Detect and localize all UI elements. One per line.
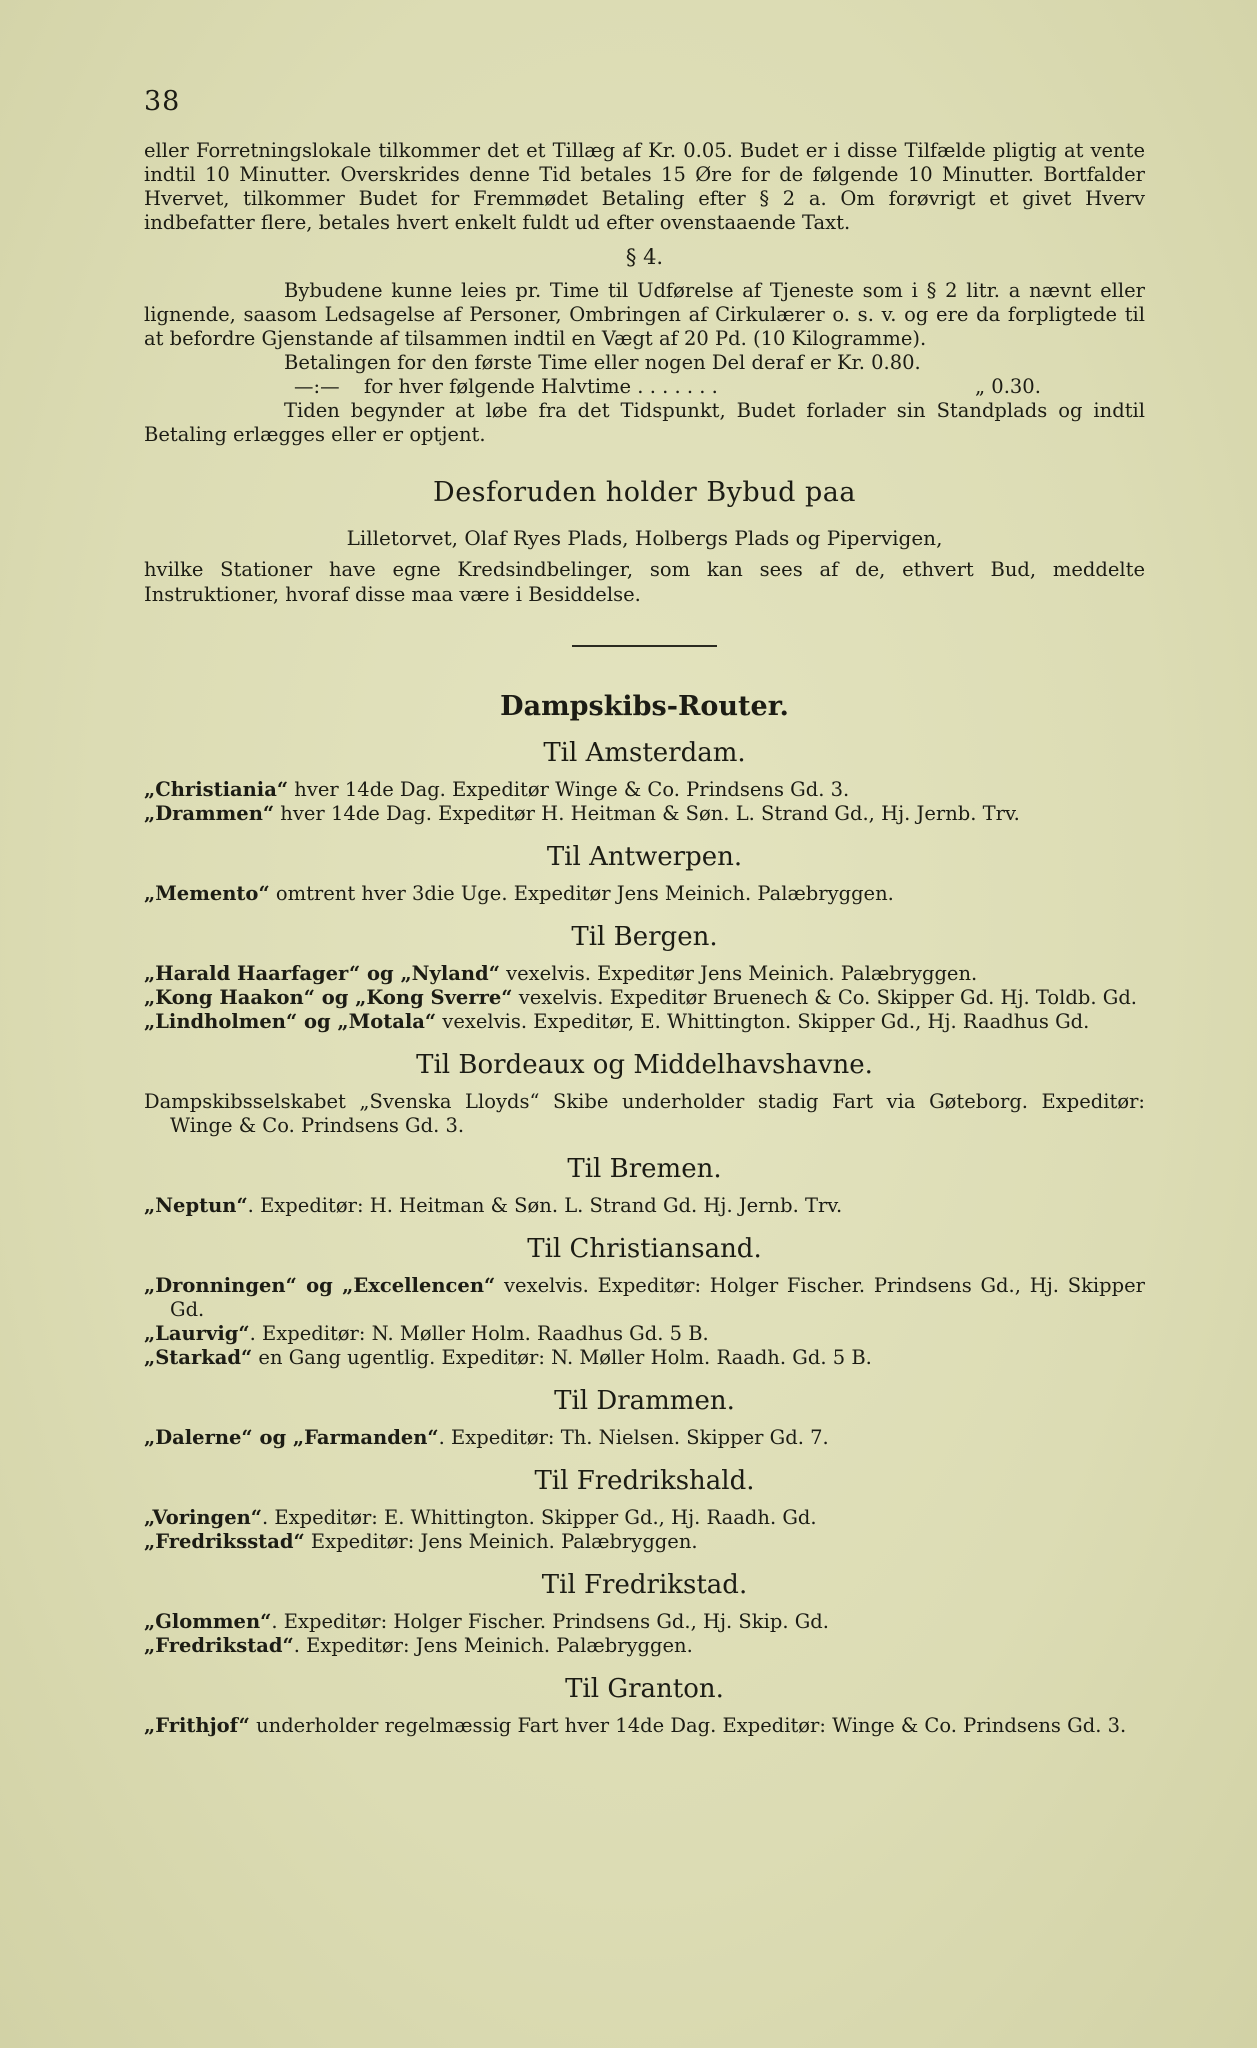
ship-name: „Kong Haakon“ og „Kong Sverre“ — [144, 986, 513, 1009]
ship-name: „Drammen“ — [144, 802, 275, 825]
destination-section — [144, 1466, 1145, 1554]
destination-section — [144, 842, 1145, 906]
destination-section — [144, 1234, 1145, 1370]
headline: Desforuden holder Bybud paa — [433, 477, 856, 508]
destination-section — [144, 1050, 1145, 1138]
destination-title: Til Granton. — [565, 1674, 724, 1704]
route-details: omtrent hver 3die Uge. Expeditør Jens Meinich. Palæbryggen. — [269, 882, 894, 905]
ship-name: „Frithjof“ — [144, 1714, 250, 1737]
intro-paragraph: eller Forretningslokale tilkommer det et Tillæg af Kr. 0.05. Budet er i disse Tilfælde pligtig at vente indtil 10 Minutter. Overskrides denne Tid betales 15 Øre for de følgende 10 Minutter. Bortfalder Hvervet, tilkommer Budet for Fremmødet Betaling efter § 2 a. Om forøvrigt et givet Hverv indbefatter flere, betales hvert enkelt fuldt ud efter ovenstaaende Taxt. — [144, 139, 1145, 234]
route-details: . Expeditør: Holger Fischer. Prindsens Gd., Hj. Skip. Gd. — [271, 1610, 829, 1633]
ship-name: „Lindholmen“ og „Motala“ — [144, 1010, 437, 1033]
rate-second-text: for hver følgende Halvtime . . . . . . . — [364, 375, 718, 398]
route-details: . Expeditør: Jens Meinich. Palæbryggen. — [293, 1634, 693, 1657]
destination-title: Til Bergen. — [571, 922, 718, 952]
route-details: underholder regelmæssig Fart hver 14de Dag. Expeditør: Winge & Co. Prindsens Gd. 3. — [249, 1714, 1127, 1737]
destination-section — [144, 1674, 1145, 1738]
route-details: en Gang ugentlig. Expeditør: N. Møller Holm. Raadh. Gd. 5 B. — [252, 1346, 872, 1369]
ship-name: „Fredrikstad“ — [144, 1634, 294, 1657]
ship-name: „Memento“ — [144, 882, 270, 905]
route-entry — [144, 1010, 1145, 1034]
route-entry — [144, 1530, 1145, 1554]
ship-name: „Fredriksstad“ — [144, 1530, 305, 1553]
route-details: Expeditør: Jens Meinich. Palæbryggen. — [304, 1530, 698, 1553]
destination-title: Til Drammen. — [554, 1386, 735, 1416]
route-entry — [144, 1714, 1145, 1738]
route-details: vexelvis. Expeditør Jens Meinich. Palæbryggen. — [499, 962, 978, 985]
ship-name: „Dalerne“ og „Farmanden“ — [144, 1426, 439, 1449]
intro-block — [144, 139, 1145, 235]
divider — [572, 645, 717, 647]
destination-section — [144, 1154, 1145, 1218]
route-entry — [144, 962, 1145, 986]
rate-second-dash: —:— — [294, 375, 340, 398]
route-details: . Expeditør: E. Whittington. Skipper Gd., Hj. Raadh. Gd. — [262, 1506, 817, 1529]
destination-section — [144, 1570, 1145, 1658]
destination-title: Til Christiansand. — [527, 1234, 762, 1264]
ship-name: „Neptun“ — [144, 1194, 248, 1217]
destination-title: Til Bordeaux og Middelhavshavne. — [416, 1050, 873, 1080]
route-entry — [144, 802, 1145, 826]
rate-second-amount: „ 0.30. — [975, 375, 1041, 398]
rate-first: Betalingen for den første Time eller nogen Del deraf er Kr. 0.80. — [284, 351, 921, 374]
destinations-list — [144, 738, 1145, 1738]
time-paragraph: Tiden begynder at løbe fra det Tidspunkt, Budet forlader sin Standplads og indtil Betaling erlægges eller er optjent. — [144, 399, 1145, 446]
ship-name: „Christiania“ — [144, 778, 289, 801]
ship-name: „Harald Haarfager“ og „Nyland“ — [144, 962, 500, 985]
route-details: vexelvis. Expeditør: Holger Fischer. Prindsens Gd., Hj. Skipper Gd. — [170, 1274, 1145, 1321]
route-entry — [144, 986, 1145, 1010]
destination-title: Til Antwerpen. — [546, 842, 743, 872]
destination-section — [144, 922, 1145, 1034]
route-entry — [144, 1090, 1145, 1138]
ship-name: „Starkad“ — [144, 1346, 253, 1369]
section-paragraph: Bybudene kunne leies pr. Time til Udførelse af Tjeneste som i § 2 litr. a nævnt eller lignende, saasom Ledsagelse af Personer, Ombringen af Cirkulærer o. s. v. og ere da forpligtede til at befordre Gjenstande af tilsammen indtil en Vægt af 20 Pd. (10 Kilogramme). — [144, 279, 1145, 350]
route-entry — [144, 1322, 1145, 1346]
section-heading: § 4. — [625, 245, 664, 269]
route-details: Dampskibsselskabet „Svenska Lloyds“ Skibe underholder stadig Fart via Gøteborg. Expeditør: Winge & Co. Prindsens Gd. 3. — [144, 1090, 1145, 1137]
route-entry — [144, 1194, 1145, 1218]
route-details: . Expeditør: H. Heitman & Søn. L. Strand Gd. Hj. Jernb. Trv. — [247, 1194, 843, 1217]
route-details: hver 14de Dag. Expeditør Winge & Co. Prindsens Gd. 3. — [288, 778, 850, 801]
route-details: . Expeditør: Th. Nielsen. Skipper Gd. 7. — [438, 1426, 829, 1449]
route-entry — [144, 1274, 1145, 1322]
route-details: hver 14de Dag. Expeditør H. Heitman & Søn. L. Strand Gd., Hj. Jernb. Trv. — [274, 802, 1020, 825]
route-details: . Expeditør: N. Møller Holm. Raadhus Gd. 5 B. — [249, 1322, 709, 1345]
route-entry — [144, 1346, 1145, 1370]
ship-name: „Glommen“ — [144, 1610, 272, 1633]
route-entry — [144, 778, 1145, 802]
rate-second — [144, 375, 1145, 399]
route-entry — [144, 1426, 1145, 1450]
route-entry — [144, 1610, 1145, 1634]
destination-title: Til Amsterdam. — [543, 738, 746, 768]
route-details: vexelvis. Expeditør Bruenech & Co. Skipper Gd. Hj. Toldb. Gd. — [512, 986, 1138, 1009]
main-title: Dampskibs-Router. — [500, 691, 789, 722]
route-entry — [144, 1506, 1145, 1530]
destination-title: Til Bremen. — [567, 1154, 722, 1184]
route-details: vexelvis. Expeditør, E. Whittington. Skipper Gd., Hj. Raadhus Gd. — [436, 1010, 1090, 1033]
section-block — [144, 279, 1145, 447]
ship-name: „Dronningen“ og „Excellencen“ — [144, 1274, 496, 1297]
destination-title: Til Fredrikstad. — [541, 1570, 748, 1600]
page-number: 38 — [144, 86, 181, 117]
ship-name: „Laurvig“ — [144, 1322, 250, 1345]
destination-section — [144, 738, 1145, 826]
destination-section — [144, 1386, 1145, 1450]
places: Lilletorvet, Olaf Ryes Plads, Holbergs Plads og Pipervigen, — [346, 526, 943, 550]
ship-name: „Voringen“ — [144, 1506, 262, 1529]
destination-title: Til Fredrikshald. — [534, 1466, 755, 1496]
route-entry — [144, 1634, 1145, 1658]
route-entry — [144, 882, 1145, 906]
stations-paragraph: hvilke Stationer have egne Kredsindbelinger, som kan sees af de, ethvert Bud, meddelte Instruktioner, hvoraf disse maa være i Besiddelse. — [144, 558, 1145, 606]
